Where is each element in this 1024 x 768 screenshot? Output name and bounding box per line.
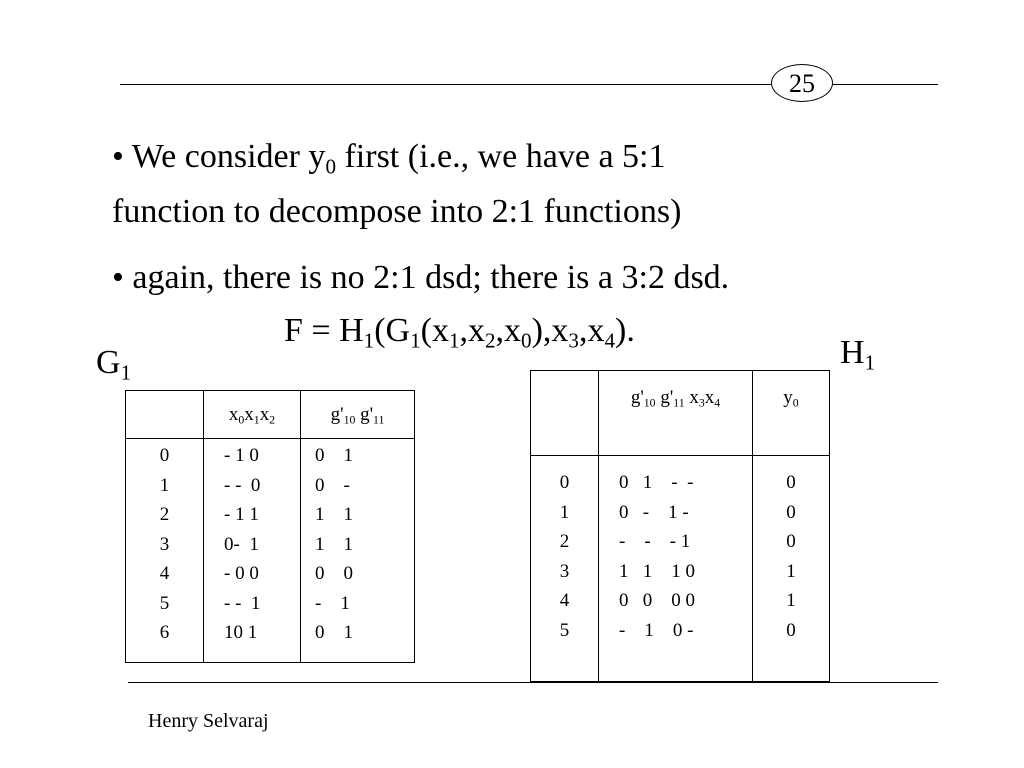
g1-cell: 6 bbox=[159, 622, 170, 643]
h1-cell: 0 - 1 - bbox=[619, 501, 689, 523]
h1-cell: 3 bbox=[559, 560, 570, 582]
g1-cell: 1 1 bbox=[315, 533, 353, 555]
g1-cell: 1 1 bbox=[315, 504, 353, 525]
h1-cell: 0 bbox=[786, 472, 796, 493]
g1-cell: 0 0 bbox=[315, 563, 353, 584]
bullet-2: • again, there is no 2:1 dsd; there is a 3:2 dsd. bbox=[112, 259, 730, 296]
h1-cell: 5 bbox=[559, 619, 570, 641]
g1-cell: - 1 bbox=[315, 592, 350, 614]
h1-header-index bbox=[531, 371, 599, 456]
bullet-1-line-2: function to decompose into 2:1 functions) bbox=[112, 193, 682, 230]
h1-cell: 0 1 - - bbox=[619, 472, 694, 493]
h1-output-column bbox=[753, 456, 830, 682]
g1-cell: - 1 1 bbox=[224, 504, 259, 525]
page-number: 25 bbox=[771, 64, 833, 102]
g1-outputs-column bbox=[301, 439, 415, 663]
top-rule-left bbox=[120, 84, 771, 85]
h1-cell: 0 bbox=[786, 531, 796, 552]
h1-cell: - - - 1 bbox=[619, 531, 691, 552]
g1-header-outputs: $g'_{10}$ $g'_{11}$ bbox=[301, 391, 415, 439]
g1-cell: 0- 1 bbox=[224, 533, 259, 555]
h1-cell: 1 bbox=[786, 590, 796, 611]
h1-cell: 0 bbox=[786, 501, 796, 523]
g1-cell: 0 1 bbox=[315, 445, 353, 466]
g1-cell: 5 bbox=[159, 592, 170, 614]
g1-inputs-column bbox=[204, 439, 301, 663]
h1-table bbox=[530, 370, 830, 682]
h1-header-output: $y_0$ bbox=[753, 371, 830, 456]
bullet-1-line-1: • We consider $y_0$ first (i.e., we have a 5:1 bbox=[112, 138, 666, 179]
g1-cell: 3 bbox=[159, 533, 170, 555]
bottom-rule bbox=[128, 682, 938, 683]
h1-header-inputs: $g'_{10}$ $g'_{11}$ $x_3x_4$ bbox=[599, 371, 753, 456]
h1-cell: 4 bbox=[559, 590, 570, 611]
g1-cell: 10 1 bbox=[224, 622, 258, 643]
g1-cell: 2 bbox=[159, 504, 170, 525]
g1-cell: 0 - bbox=[315, 474, 350, 496]
h1-cell: 2 bbox=[559, 531, 570, 552]
h1-cell: - 1 0 - bbox=[619, 619, 694, 641]
g1-cell: - 0 0 bbox=[224, 563, 259, 584]
decomposition-formula: $F = H_1(G_1(x_1,x_2,x_0),x_3,x_4)$. bbox=[284, 312, 635, 353]
g1-cell: 4 bbox=[159, 563, 170, 584]
h1-inputs-column bbox=[599, 456, 753, 682]
g1-header-inputs: $x_0x_1x_2$ bbox=[204, 391, 301, 439]
g1-cell: - - 0 bbox=[224, 474, 261, 496]
h1-cell: 1 bbox=[786, 560, 796, 582]
g1-table bbox=[125, 390, 415, 663]
g1-cell: 0 bbox=[159, 445, 170, 466]
h1-cell: 0 0 0 0 bbox=[619, 590, 695, 611]
g1-cell: - 1 0 bbox=[224, 445, 259, 466]
g1-index-column bbox=[126, 439, 204, 663]
g1-cell: 1 bbox=[159, 474, 170, 496]
g1-cell: 0 1 bbox=[315, 622, 353, 643]
h1-index-column bbox=[531, 456, 599, 682]
g1-header-index bbox=[126, 391, 204, 439]
h1-cell: 1 bbox=[559, 501, 570, 523]
footer-author: Henry Selvaraj bbox=[148, 710, 269, 732]
g1-label: $G_1$ bbox=[96, 344, 132, 385]
h1-cell: 0 bbox=[559, 472, 570, 493]
h1-cell: 1 1 1 0 bbox=[619, 560, 695, 582]
h1-label: $H_1$ bbox=[840, 334, 876, 375]
h1-cell: 0 bbox=[786, 619, 796, 641]
g1-cell: - - 1 bbox=[224, 592, 261, 614]
top-rule-right bbox=[833, 84, 938, 85]
